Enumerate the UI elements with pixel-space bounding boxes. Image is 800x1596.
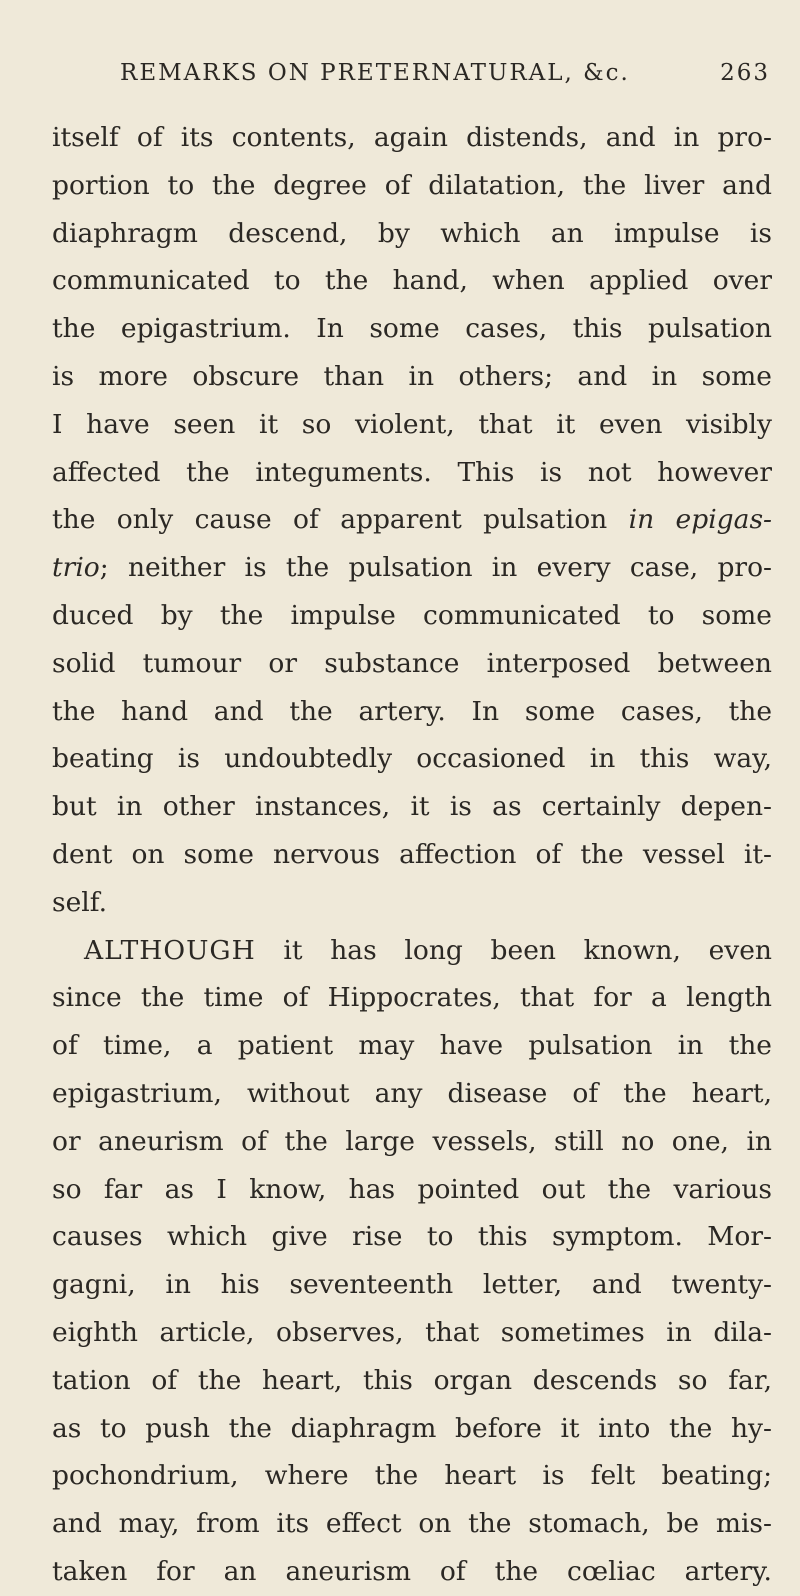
- text-line: solid tumour or substance interposed between: [52, 647, 772, 679]
- small-caps-run: ALTHOUGH: [84, 934, 256, 966]
- text-run: the only cause of apparent pulsation: [52, 504, 629, 536]
- italic-run: in epigas-: [628, 504, 772, 536]
- text-line: taken for an aneurism of the cœliac artery.: [52, 1555, 772, 1587]
- text-line: since the time of Hippocrates, that for a length: [52, 982, 772, 1014]
- text-line: beating is undoubtedly occasioned in this way,: [52, 743, 772, 775]
- text-line: or aneurism of the large vessels, still no one, in: [52, 1125, 772, 1157]
- text-line: I have seen it so violent, that it even visibly: [52, 408, 772, 440]
- text-line: tation of the heart, this organ descends so far,: [52, 1364, 772, 1396]
- text-line: self.: [52, 886, 108, 918]
- text-line: as to push the diaphragm before it into the hy-: [52, 1412, 772, 1444]
- text-line: affected the integuments. This is not however: [52, 456, 772, 488]
- running-head: [120, 60, 772, 100]
- text-line: but in other instances, it is as certainly depen-: [52, 791, 772, 823]
- text-line: pochondrium, where the heart is felt beating;: [52, 1460, 772, 1492]
- text-line: the epigastrium. In some cases, this pulsation: [52, 313, 772, 345]
- text-line: causes which give rise to this symptom. Mor-: [52, 1221, 772, 1253]
- text-line: portion to the degree of dilatation, the liver and: [52, 169, 772, 201]
- text-line: dent on some nervous affection of the vessel it-: [52, 838, 772, 870]
- paragraph-opening-line: [52, 927, 772, 975]
- text-line: is more obscure than in others; and in some: [52, 360, 772, 392]
- text-line: itself of its contents, again distends, and in pro-: [52, 122, 772, 153]
- text-line: diaphragm descend, by which an impulse is: [52, 217, 772, 249]
- text-line: of time, a patient may have pulsation in the: [52, 1030, 772, 1062]
- running-title: REMARKS ON PRETERNATURAL, &c.: [120, 60, 630, 86]
- text-line: communicated to the hand, when applied over: [52, 265, 772, 297]
- text-run: it has long been known, even: [255, 934, 772, 966]
- text-line: epigastrium, without any disease of the heart,: [52, 1077, 772, 1109]
- italic-run: trio: [52, 552, 100, 584]
- text-line: the hand and the artery. In some cases, the: [52, 695, 772, 727]
- body-text: [52, 114, 772, 1596]
- text-line: duced by the impulse communicated to some: [52, 599, 772, 631]
- text-line: so far as I know, has pointed out the various: [52, 1173, 772, 1205]
- text-line: [52, 496, 772, 544]
- text-line: gagni, in his seventeenth letter, and twenty-: [52, 1269, 772, 1301]
- text-line: [52, 544, 772, 592]
- text-line: and may, from its effect on the stomach, be mis-: [52, 1508, 772, 1540]
- text-line: eighth article, observes, that sometimes in dila-: [52, 1316, 772, 1348]
- text-run: ; neither is the pulsation in every case, pro-: [99, 552, 772, 584]
- page-number: 263: [720, 60, 770, 86]
